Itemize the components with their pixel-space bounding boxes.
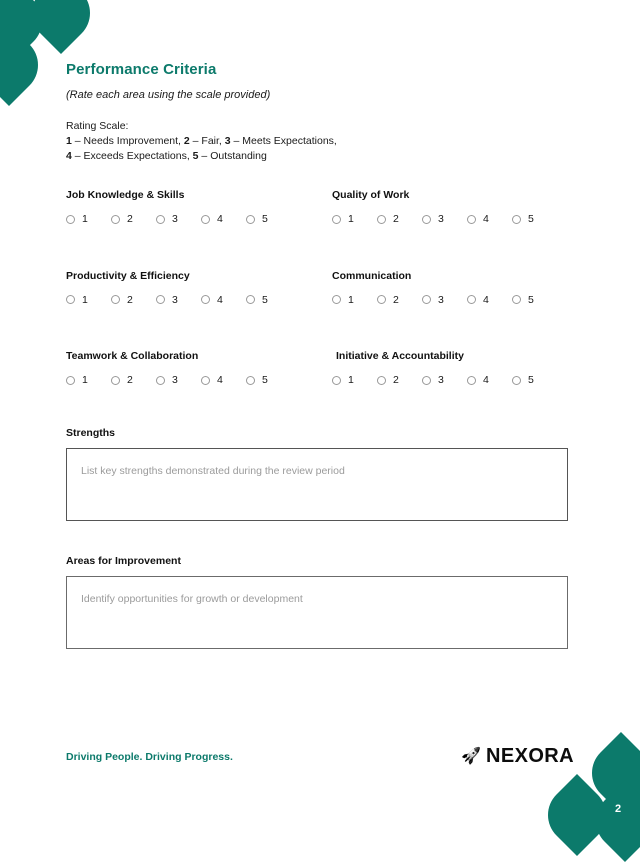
criterion-quality-of-work	[332, 189, 574, 225]
rating-option-5[interactable]	[246, 375, 291, 386]
rating-option-label: 1	[348, 213, 354, 225]
rating-option-4[interactable]	[467, 214, 512, 225]
criterion-initiative-accountability	[332, 350, 574, 386]
rating-option-label: 3	[438, 293, 444, 306]
rating-option-label: 3	[172, 374, 178, 386]
rating-option-3[interactable]	[156, 295, 201, 306]
scale-text-1: – Needs Improvement,	[71, 135, 184, 147]
rating-option-2[interactable]	[377, 375, 422, 386]
rating-option-label: 4	[483, 374, 489, 386]
criterion-title: Productivity & Efficiency	[66, 269, 190, 282]
rating-option-4[interactable]	[201, 375, 246, 386]
radio-icon[interactable]	[377, 215, 386, 224]
rating-option-label: 1	[82, 213, 88, 225]
rating-option-3[interactable]	[422, 375, 467, 386]
radio-icon[interactable]	[246, 376, 255, 385]
rating-option-4[interactable]	[201, 214, 246, 225]
page-title: Performance Criteria	[66, 61, 217, 78]
rocket-icon: 🚀	[461, 747, 482, 765]
criterion-title: Initiative & Accountability	[336, 350, 464, 362]
radio-icon[interactable]	[467, 295, 476, 304]
rating-options	[66, 295, 332, 306]
rating-scale-block	[66, 119, 574, 164]
rating-option-label: 4	[217, 213, 223, 225]
rating-options	[332, 295, 574, 306]
rating-option-label: 5	[528, 293, 534, 306]
rating-option-label: 5	[262, 293, 268, 306]
rating-option-2[interactable]	[377, 295, 422, 306]
radio-icon[interactable]	[377, 295, 386, 304]
radio-icon[interactable]	[111, 215, 120, 224]
rating-option-1[interactable]	[332, 214, 377, 225]
rating-option-1[interactable]	[66, 214, 111, 225]
rating-option-3[interactable]	[422, 214, 467, 225]
rating-option-label: 3	[172, 293, 178, 306]
scale-value-4: 4	[66, 150, 72, 162]
strengths-placeholder: List key strengths demonstrated during the review period	[81, 464, 345, 477]
radio-icon[interactable]	[246, 215, 255, 224]
rating-option-3[interactable]	[422, 295, 467, 306]
criterion-teamwork-collaboration	[66, 350, 332, 386]
rating-option-label: 2	[393, 293, 399, 306]
rating-options	[66, 375, 332, 386]
rating-options	[66, 214, 332, 225]
rating-option-label: 1	[348, 293, 354, 306]
criterion-productivity-efficiency	[66, 270, 332, 306]
scale-text-3: – Meets Expectations,	[230, 135, 337, 147]
criterion-title: Teamwork & Collaboration	[66, 350, 199, 362]
rating-option-label: 4	[217, 293, 223, 306]
improvement-input[interactable]	[66, 576, 568, 649]
scale-text-4: – Exceeds Expectations,	[71, 150, 193, 162]
radio-icon[interactable]	[201, 295, 210, 304]
rating-option-label: 2	[393, 374, 399, 386]
rating-option-label: 3	[172, 213, 178, 225]
rating-scale-line-2	[66, 149, 574, 164]
rating-option-label: 5	[262, 213, 268, 225]
radio-icon[interactable]	[66, 295, 75, 304]
scale-value-5: 5	[192, 150, 199, 162]
radio-icon[interactable]	[422, 215, 431, 224]
rating-option-label: 3	[438, 374, 444, 386]
radio-icon[interactable]	[156, 376, 165, 385]
footer-tagline: Driving People. Driving Progress.	[66, 750, 233, 763]
rating-option-label: 2	[393, 213, 399, 225]
radio-icon[interactable]	[467, 376, 476, 385]
rating-option-label: 1	[82, 374, 88, 386]
rating-option-label: 2	[127, 374, 133, 386]
rating-option-label: 5	[262, 374, 268, 386]
rating-option-label: 5	[528, 374, 534, 386]
radio-icon[interactable]	[246, 295, 255, 304]
page-footer	[66, 745, 574, 768]
rating-option-4[interactable]	[201, 295, 246, 306]
criterion-job-knowledge-skills	[66, 189, 332, 225]
scale-value-3: 3	[224, 135, 231, 147]
scale-text-2: – Fair,	[189, 135, 225, 147]
rating-option-label: 2	[127, 213, 133, 225]
rating-option-5[interactable]	[246, 214, 291, 225]
rating-option-3[interactable]	[156, 214, 201, 225]
rating-option-label: 4	[217, 374, 223, 386]
rating-option-2[interactable]	[111, 375, 156, 386]
radio-icon[interactable]	[512, 295, 521, 304]
improvement-placeholder: Identify opportunities for growth or development	[81, 592, 303, 605]
page-content	[66, 0, 574, 649]
radio-icon[interactable]	[66, 215, 75, 224]
radio-icon[interactable]	[66, 376, 75, 385]
rating-option-label: 4	[483, 213, 489, 225]
rating-option-label: 5	[528, 213, 534, 225]
rating-scale-line-1	[66, 134, 574, 149]
improvement-field-block	[66, 555, 574, 649]
strengths-label: Strengths	[66, 426, 116, 439]
improvement-label: Areas for Improvement	[66, 554, 181, 567]
criterion-title: Job Knowledge & Skills	[66, 189, 185, 201]
radio-icon[interactable]	[422, 376, 431, 385]
page-number: 2	[614, 803, 622, 815]
rating-option-5[interactable]	[512, 295, 557, 306]
scale-text-5: – Outstanding	[198, 150, 267, 162]
rating-option-1[interactable]	[66, 375, 111, 386]
radio-icon[interactable]	[422, 295, 431, 304]
radio-icon[interactable]	[201, 215, 210, 224]
criterion-communication	[332, 270, 574, 306]
strengths-input[interactable]	[66, 448, 568, 521]
radio-icon[interactable]	[156, 215, 165, 224]
radio-icon[interactable]	[512, 215, 521, 224]
rating-option-4[interactable]	[467, 295, 512, 306]
rating-option-5[interactable]	[512, 375, 557, 386]
radio-icon[interactable]	[332, 215, 341, 224]
radio-icon[interactable]	[467, 215, 476, 224]
brand-logo	[461, 745, 574, 768]
strengths-field-block	[66, 427, 574, 521]
radio-icon[interactable]	[377, 376, 386, 385]
rating-scale-heading: Rating Scale:	[66, 120, 129, 132]
radio-icon[interactable]	[332, 376, 341, 385]
radio-icon[interactable]	[111, 295, 120, 304]
rating-option-5[interactable]	[512, 214, 557, 225]
criteria-grid	[66, 189, 574, 386]
criterion-title: Quality of Work	[332, 189, 410, 201]
rating-option-1[interactable]	[332, 295, 377, 306]
rating-option-5[interactable]	[246, 295, 291, 306]
radio-icon[interactable]	[332, 295, 341, 304]
page-subtitle: (Rate each area using the scale provided)	[66, 89, 271, 101]
rating-option-2[interactable]	[111, 295, 156, 306]
radio-icon[interactable]	[111, 376, 120, 385]
rating-option-1[interactable]	[66, 295, 111, 306]
rating-option-label: 2	[127, 293, 133, 306]
rating-option-label: 1	[82, 293, 88, 306]
rating-option-label: 1	[348, 374, 354, 386]
rating-option-1[interactable]	[332, 375, 377, 386]
radio-icon[interactable]	[201, 376, 210, 385]
rating-options	[332, 375, 574, 386]
scale-value-1: 1	[66, 135, 72, 147]
rating-option-label: 3	[438, 213, 444, 225]
rating-option-2[interactable]	[111, 214, 156, 225]
radio-icon[interactable]	[156, 295, 165, 304]
criterion-title: Communication	[332, 269, 412, 282]
rating-option-3[interactable]	[156, 375, 201, 386]
brand-name: NEXORA	[486, 745, 574, 767]
radio-icon[interactable]	[512, 376, 521, 385]
scale-value-2: 2	[183, 135, 190, 147]
rating-option-4[interactable]	[467, 375, 512, 386]
rating-options	[332, 214, 574, 225]
rating-option-2[interactable]	[377, 214, 422, 225]
rating-option-label: 4	[483, 293, 489, 306]
